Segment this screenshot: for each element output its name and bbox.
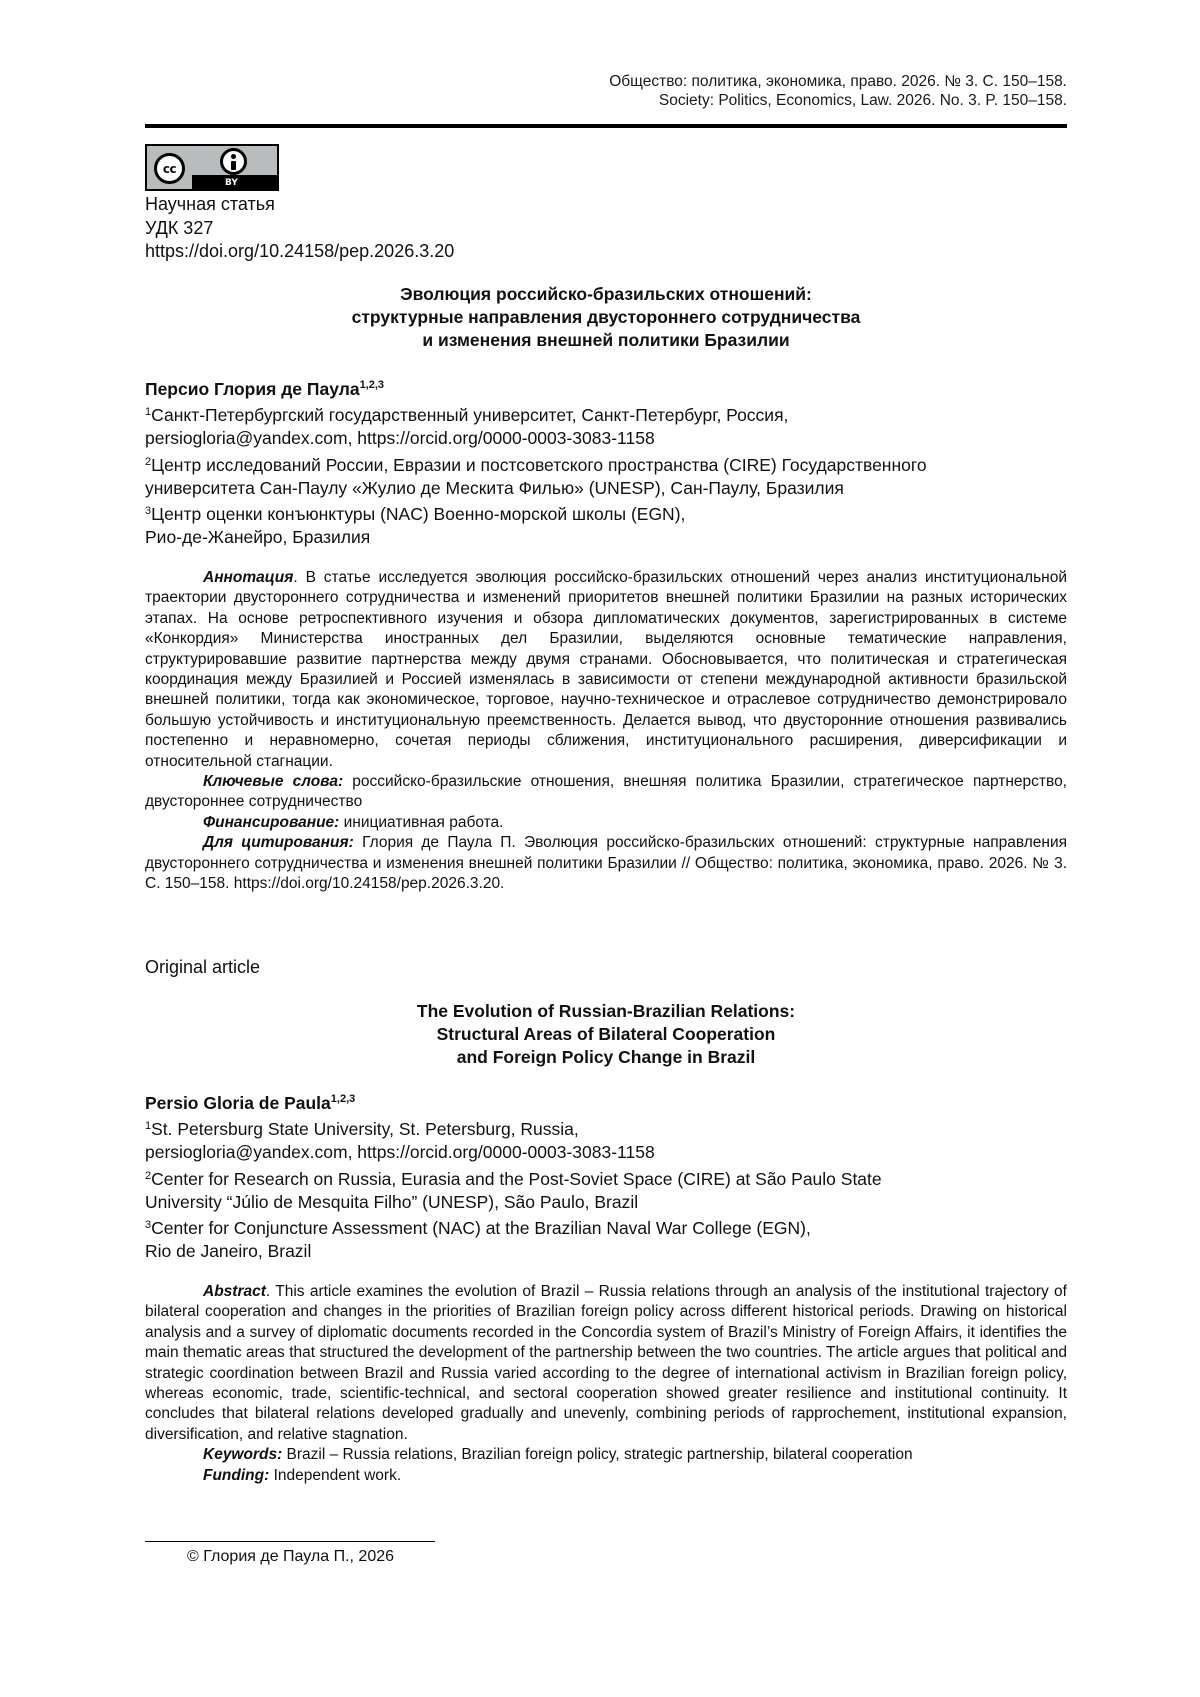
author-ru [145, 379, 384, 400]
doi-link[interactable]: https://doi.org/10.24158/pep.2026.3.20 [145, 241, 455, 261]
author-sup-ru: 1,2,3 [359, 379, 385, 391]
affiliations-ru [145, 401, 1085, 550]
abstract-en: Abstract. This article examines the evolution of Brazil – Russia relations through an analysis of the institutional trajectory of bilateral cooperation and changes in the priorities of Brazilian foreign policy across different historical periods. Drawing on historical analysis and a survey of diplomatic documents recorded in the Concordia system of Brazil’s Ministry of Foreign Affairs, it identifies the main thematic areas that structured the development of the partnership between the two countries. The article argues that political and strategic coordination between Brazil and Russia varied according to the degree of international activism in Brazilian foreign policy, whereas economic, trade, scientific-technical, and sectoral cooperation showed greater resilience and institutional continuity. It concludes that bilateral relations developed gradually and unevenly, combining periods of rapprochement, institutional expansion, diversification, and relative stagnation. [145, 1283, 1067, 1443]
author-en [145, 1093, 355, 1114]
title-en-line: Structural Areas of Bilateral Cooperation [436, 1024, 776, 1044]
title-ru-line: Эволюция российско-бразильских отношений: [400, 284, 812, 304]
title-en [145, 1000, 1067, 1069]
affiliation-2-en-cont: University “Júlio de Mesquita Filho” (UNESP), São Paulo, Brazil [145, 1191, 639, 1212]
by-label: BY [225, 178, 238, 188]
title-ru-line: структурные направления двустороннего сотрудничества [351, 307, 861, 327]
abstract-block-en [145, 1282, 1067, 1486]
abstract-ru: Аннотация. В статье исследуется эволюция российско-бразильских отношений через анализ институциональной траектории двустороннего сотрудничества и изменений приоритетов внешней политики Бразилии на разных исторических этапах. На основе ретроспективного изучения и обзора дипломатических документов, зарегистрированных в системе «Конкордия» Министерства иностранных дел Бразилии, выделяются основные тематические направления, структурировавшие развитие партнерства между двумя странами. Обосновывается, что политическая и стратегическая координация между Бразилией и Россией изменялась в зависимости от степени международной активности бразильской внешней политики, тогда как экономическое, торговое, научно-техническое и отраслевое сотрудничество демонстрировало большую устойчивость и институциональную преемственность. Делается вывод, что двусторонние отношения развивались постепенно и неравномерно, сочетая периоды сближения, институционального расширения, диверсификации и относительной стагнации. [145, 569, 1067, 770]
abstract-block-ru [145, 568, 1067, 895]
citation-ru: Для цитирования: Глория де Паула П. Эволюция российско-бразильских отношений: структурные направления двустороннего сотрудничества и изменения внешней политики Бразилии // Общество: политика, экономика, право. 2026. № 3. С. 150–158. https://doi.org/10.24158/pep.2026.3.20. [145, 834, 1068, 893]
udk-code: УДК 327 [145, 217, 214, 238]
funding-ru: Финансирование: инициативная работа. [203, 813, 504, 831]
journal-citation-en: Society: Politics, Economics, Law. 2026. No. 3. P. 150–158. [658, 92, 1067, 109]
author-contact-en[interactable]: persiogloria@yandex.com, https://orcid.org/0000-0003-3083-1158 [145, 1142, 655, 1163]
author-contact-ru[interactable]: persiogloria@yandex.com, https://orcid.org/0000-0003-3083-1158 [145, 428, 655, 449]
keywords-ru: Ключевые слова: российско-бразильские отношения, внешняя политика Бразилии, стратегическое партнерство, двустороннее сотрудничество [145, 773, 1067, 811]
article-meta [145, 193, 454, 264]
cc-by-license-badge[interactable] [145, 144, 279, 191]
copyright-notice: © Глория де Паула П., 2026 [187, 1548, 395, 1565]
affiliation-2-ru-cont: университета Сан-Паулу «Жулио де Мескита Филью» (UNESP), Сан-Паулу, Бразилия [145, 477, 844, 498]
title-en-line: The Evolution of Russian-Brazilian Relations: [416, 1001, 796, 1021]
attribution-person-icon [220, 148, 247, 175]
header-rule [145, 124, 1067, 128]
journal-citation-ru: Общество: политика, экономика, право. 2026. № 3. С. 150–158. [609, 73, 1067, 90]
author-sup-en: 1,2,3 [330, 1093, 356, 1105]
keywords-en: Keywords: Brazil – Russia relations, Brazilian foreign policy, strategic partnership, bilateral cooperation [203, 1446, 913, 1464]
article-type-en: Original article [145, 957, 261, 977]
affiliation-3-en: $^3$Center for Conjuncture Assessment (NAC) at the Brazilian Naval War College (EGN), [145, 1218, 811, 1239]
affiliation-2-ru: $^2$Центр исследований России, Евразии и постсоветского пространства (CIRE) Государственного [145, 454, 927, 475]
cc-icon: cc [154, 153, 185, 184]
affiliation-1-ru: $^1$Санкт-Петербургский государственный университет, Санкт-Петербург, Россия, [145, 405, 789, 425]
author-name-ru: Персио Глория де Паула [145, 379, 360, 399]
affiliations-en [145, 1115, 1085, 1264]
footnote-rule [145, 1541, 435, 1542]
article-type-ru: Научная статья [145, 194, 275, 214]
affiliation-3-en-cont: Rio de Janeiro, Brazil [145, 1241, 312, 1262]
affiliation-2-en: $^2$Center for Research on Russia, Eurasia and the Post-Soviet Space (CIRE) at São Paulo State [145, 1168, 882, 1189]
title-ru [145, 283, 1067, 352]
title-ru-line: и изменения внешней политики Бразилии [422, 330, 790, 350]
affiliation-3-ru-cont: Рио-де-Жанейро, Бразилия [145, 527, 371, 548]
funding-en: Funding: Independent work. [203, 1466, 402, 1484]
title-en-line: and Foreign Policy Change in Brazil [456, 1047, 756, 1067]
affiliation-1-en: $^1$St. Petersburg State University, St. Petersburg, Russia, [145, 1119, 579, 1139]
author-name-en: Persio Gloria de Paula [145, 1093, 331, 1113]
journal-running-head [267, 72, 1067, 110]
affiliation-3-ru: $^3$Центр оценки конъюнктуры (NAC) Военно-морской школы (EGN), [145, 504, 686, 525]
